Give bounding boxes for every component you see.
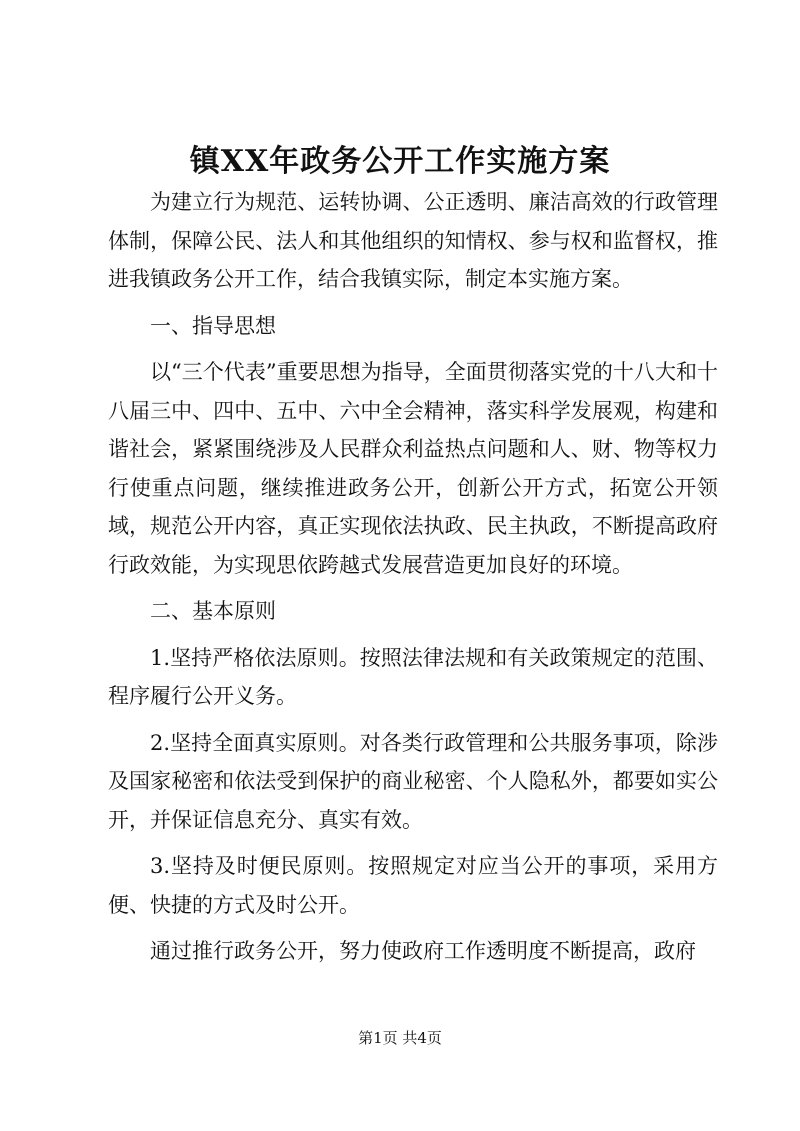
section-heading-guiding-thought: 一、指导思想 (150, 313, 276, 338)
paragraph-guiding-thought: 以“三个代表”重要思想为指导，全面贯彻落实党的十八大和十八届三中、四中、五中、六中全会精神，落实科学发展观，构建和谐社会，紧紧围绕涉及人民群众利益热点问题和人、财、物等权力行使重点问题，继续推进政务公开，创新公开方式，拓宽公开领域，规范公开内容，真正实现依法执政、民主执政，不断提高政府行政效能，为实现思依跨越式发展营造更加良好的环境。 (108, 360, 718, 577)
document-title: 镇XX年政务公开工作实施方案 (189, 144, 611, 179)
paragraph-principle-3: 3.坚持及时便民原则。按照规定对应当公开的事项，采用方便、快捷的方式及时公开。 (108, 854, 718, 917)
paragraph-intro: 为建立行为规范、运转协调、公正透明、廉洁高效的行政管理体制，保障公民、法人和其他组织的知情权、参与权和监督权，推进我镇政务公开工作，结合我镇实际，制定本实施方案。 (108, 190, 718, 291)
document-body (108, 183, 718, 971)
paragraph-principle-1: 1.坚持严格依法原则。按照法律法规和有关政策规定的范围、程序履行公开义务。 (108, 645, 718, 708)
paragraph-goal: 通过推行政务公开，努力使政府工作透明度不断提高，政府 (150, 939, 696, 963)
page-number-footer: 第1页 共4页 (358, 1029, 442, 1047)
section-heading-basic-principles: 二、基本原则 (150, 599, 276, 623)
paragraph-principle-2: 2.坚持全面真实原则。对各类行政管理和公共服务事项，除涉及国家秘密和依法受到保护的商业秘密、个人隐私外，都要如实公开，并保证信息充分、真实有效。 (108, 730, 718, 832)
